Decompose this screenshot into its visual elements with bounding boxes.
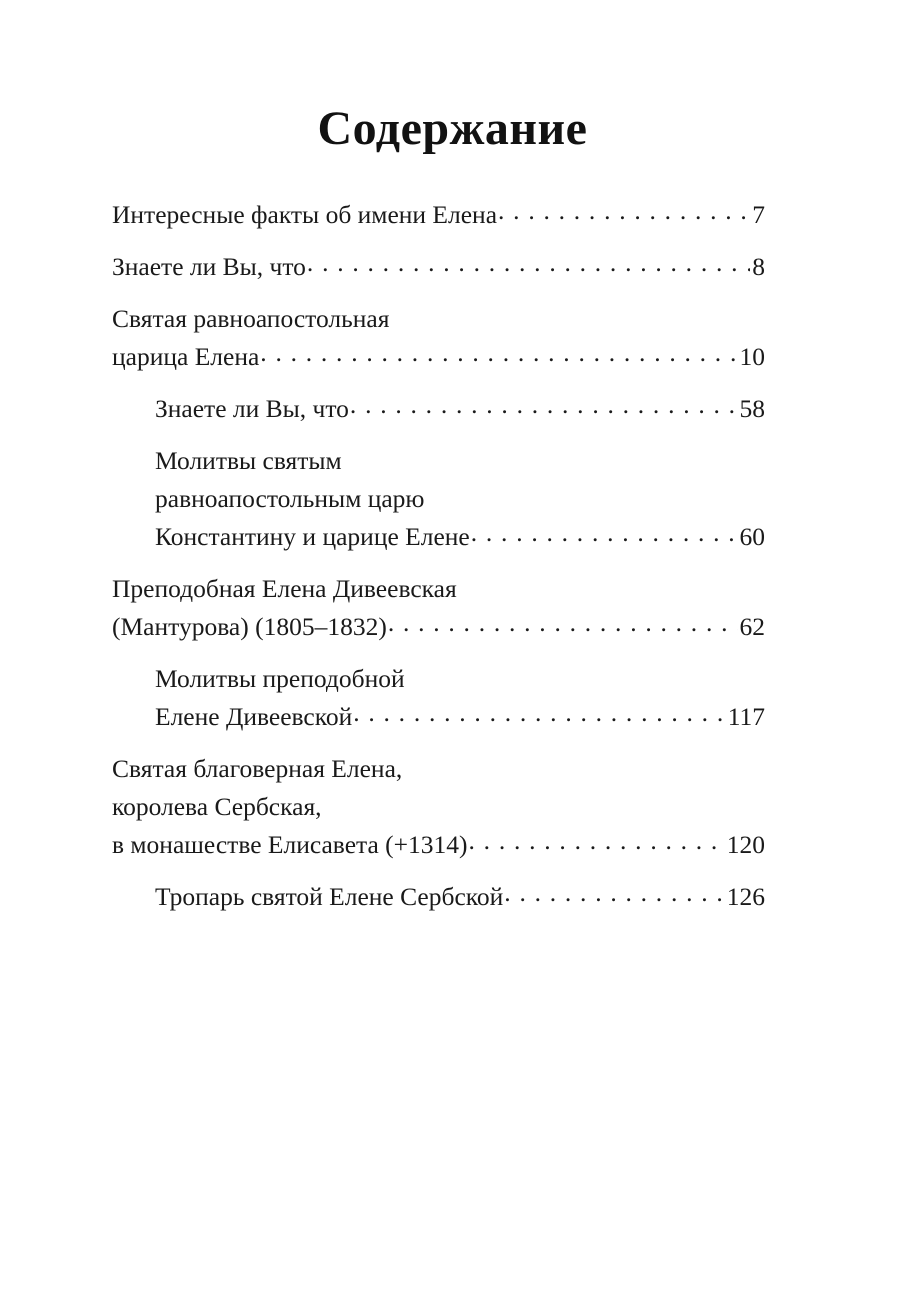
toc-entry-title: (Мантурова) (1805–1832) <box>112 612 387 641</box>
toc-entry-title: Преподобная Елена Дивеевская <box>112 574 457 603</box>
toc-entry-title: королева Сербская, <box>112 792 322 821</box>
dot-leader <box>353 700 725 726</box>
table-of-contents-list <box>112 196 765 916</box>
toc-page-number: 10 <box>739 342 765 371</box>
toc-entry-title: Святая равноапостольная <box>112 304 390 333</box>
toc-entry-last-line <box>112 196 765 234</box>
toc-entry-title: Елене Дивеевской <box>155 702 353 731</box>
toc-entry-continuation-line <box>112 570 765 608</box>
dot-leader <box>307 250 750 276</box>
toc-entry-last-line <box>155 698 765 736</box>
toc-entry-continuation-line <box>155 442 765 480</box>
toc-entry[interactable] <box>112 878 765 916</box>
dot-leader <box>350 392 738 418</box>
toc-page-number: 8 <box>752 252 765 281</box>
toc-entry-last-line <box>155 518 765 556</box>
toc-entry-continuation-line <box>155 660 765 698</box>
toc-entry-continuation-line <box>112 788 765 826</box>
toc-entry-title: Святая благоверная Елена, <box>112 754 403 783</box>
toc-entry-last-line <box>112 608 765 646</box>
toc-entry-last-line <box>155 878 765 916</box>
dot-leader <box>388 610 738 636</box>
toc-page-number: 126 <box>726 882 765 911</box>
toc-entry-title: Знаете ли Вы, что <box>112 252 306 281</box>
dot-leader <box>260 340 737 366</box>
toc-page-number: 58 <box>739 394 765 423</box>
toc-entry-last-line <box>112 338 765 376</box>
toc-page-number: 117 <box>727 702 765 731</box>
toc-entry-title: Знаете ли Вы, что <box>155 394 349 423</box>
toc-page-number: 60 <box>739 522 765 551</box>
toc-entry[interactable] <box>112 300 765 376</box>
toc-page-number: 120 <box>726 830 765 859</box>
toc-entry-title: царица Елена <box>112 342 260 371</box>
toc-entry[interactable] <box>112 248 765 286</box>
dot-leader <box>469 828 725 854</box>
toc-entry-continuation-line <box>112 300 765 338</box>
page-title: Содержание <box>317 102 588 155</box>
dot-leader <box>498 198 750 224</box>
toc-entry[interactable] <box>112 660 765 736</box>
toc-entry[interactable] <box>112 750 765 864</box>
toc-entry-last-line <box>112 826 765 864</box>
toc-entry-last-line <box>112 248 765 286</box>
toc-entry-title: Тропарь святой Елене Сербской <box>155 882 504 911</box>
dot-leader <box>504 880 724 906</box>
toc-entry-title: в монашестве Елисавета (+1314) <box>112 830 468 859</box>
toc-entry-title: Интересные факты об имени Елена <box>112 200 498 229</box>
toc-entry-title: Константину и царице Елене <box>155 522 470 551</box>
toc-page-number: 62 <box>739 612 765 641</box>
toc-entry[interactable] <box>112 390 765 428</box>
toc-entry[interactable] <box>112 570 765 646</box>
toc-entry-continuation-line <box>112 750 765 788</box>
toc-entry[interactable] <box>112 196 765 234</box>
toc-entry[interactable] <box>112 442 765 556</box>
dot-leader <box>471 520 738 546</box>
toc-page-number: 7 <box>752 200 765 229</box>
toc-entry-title: равноапостольным царю <box>155 484 425 513</box>
toc-entry-title: Молитвы преподобной <box>155 664 405 693</box>
toc-entry-last-line <box>155 390 765 428</box>
toc-entry-title: Молитвы святым <box>155 446 342 475</box>
toc-entry-continuation-line <box>155 480 765 518</box>
